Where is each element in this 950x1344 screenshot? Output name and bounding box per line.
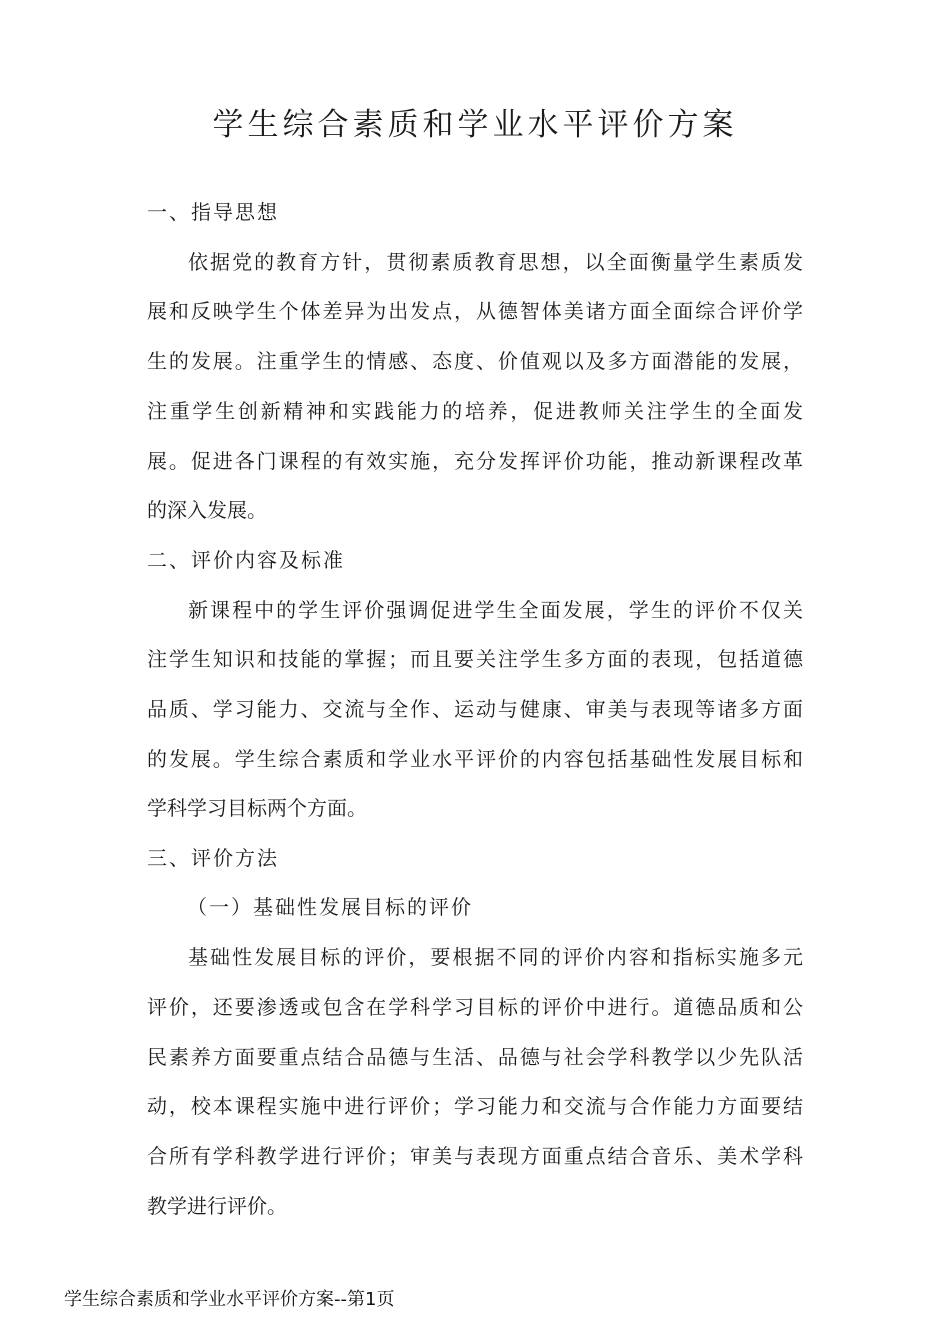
paragraph-line: 展和反映学生个体差异为出发点，从德智体美诸方面全面综合评价学 — [147, 299, 803, 323]
subsection-heading: （一）基础性发展目标的评价 — [187, 895, 473, 919]
paragraph-line: 学科学习目标两个方面。 — [147, 796, 367, 820]
paragraph-line: 评价，还要渗透或包含在学科学习目标的评价中进行。道德品质和公 — [147, 995, 803, 1019]
paragraph-line: 的发展。学生综合素质和学业水平评价的内容包括基础性发展目标和 — [147, 747, 803, 771]
section-heading-evaluation-method: 三、评价方法 — [147, 846, 279, 870]
paragraph-line: 教学进行评价。 — [147, 1194, 287, 1218]
paragraph-line: 展。促进各门课程的有效实施，充分发挥评价功能，推动新课程改革 — [147, 449, 803, 473]
paragraph-line: 新课程中的学生评价强调促进学生全面发展，学生的评价不仅关 — [188, 598, 803, 622]
document-title: 学生综合素质和学业水平评价方案 — [212, 107, 738, 143]
paragraph-line: 基础性发展目标的评价，要根据不同的评价内容和指标实施多元 — [188, 945, 803, 969]
section-heading-evaluation-content: 二、评价内容及标准 — [147, 548, 345, 572]
section-heading-guiding-ideology: 一、指导思想 — [147, 200, 279, 224]
paragraph-line: 生的发展。注重学生的情感、态度、价值观以及多方面潜能的发展， — [147, 349, 803, 373]
paragraph-line: 依据党的教育方针，贯彻素质教育思想，以全面衡量学生素质发 — [188, 250, 803, 274]
page-footer: 学生综合素质和学业水平评价方案--第1页 — [64, 1289, 395, 1310]
paragraph-line: 注重学生创新精神和实践能力的培养，促进教师关注学生的全面发 — [147, 399, 803, 423]
paragraph-line: 注学生知识和技能的掌握；而且要关注学生多方面的表现，包括道德 — [147, 647, 803, 671]
paragraph-line: 品质、学习能力、交流与全作、运动与健康、审美与表现等诸多方面 — [147, 697, 803, 721]
paragraph-line: 民素养方面要重点结合品德与生活、品德与社会学科教学以少先队活 — [147, 1045, 803, 1069]
paragraph-line: 动，校本课程实施中进行评价；学习能力和交流与合作能力方面要结 — [147, 1094, 803, 1118]
paragraph-line: 合所有学科教学进行评价；审美与表现方面重点结合音乐、美术学科 — [147, 1144, 803, 1168]
paragraph-line: 的深入发展。 — [147, 498, 267, 522]
